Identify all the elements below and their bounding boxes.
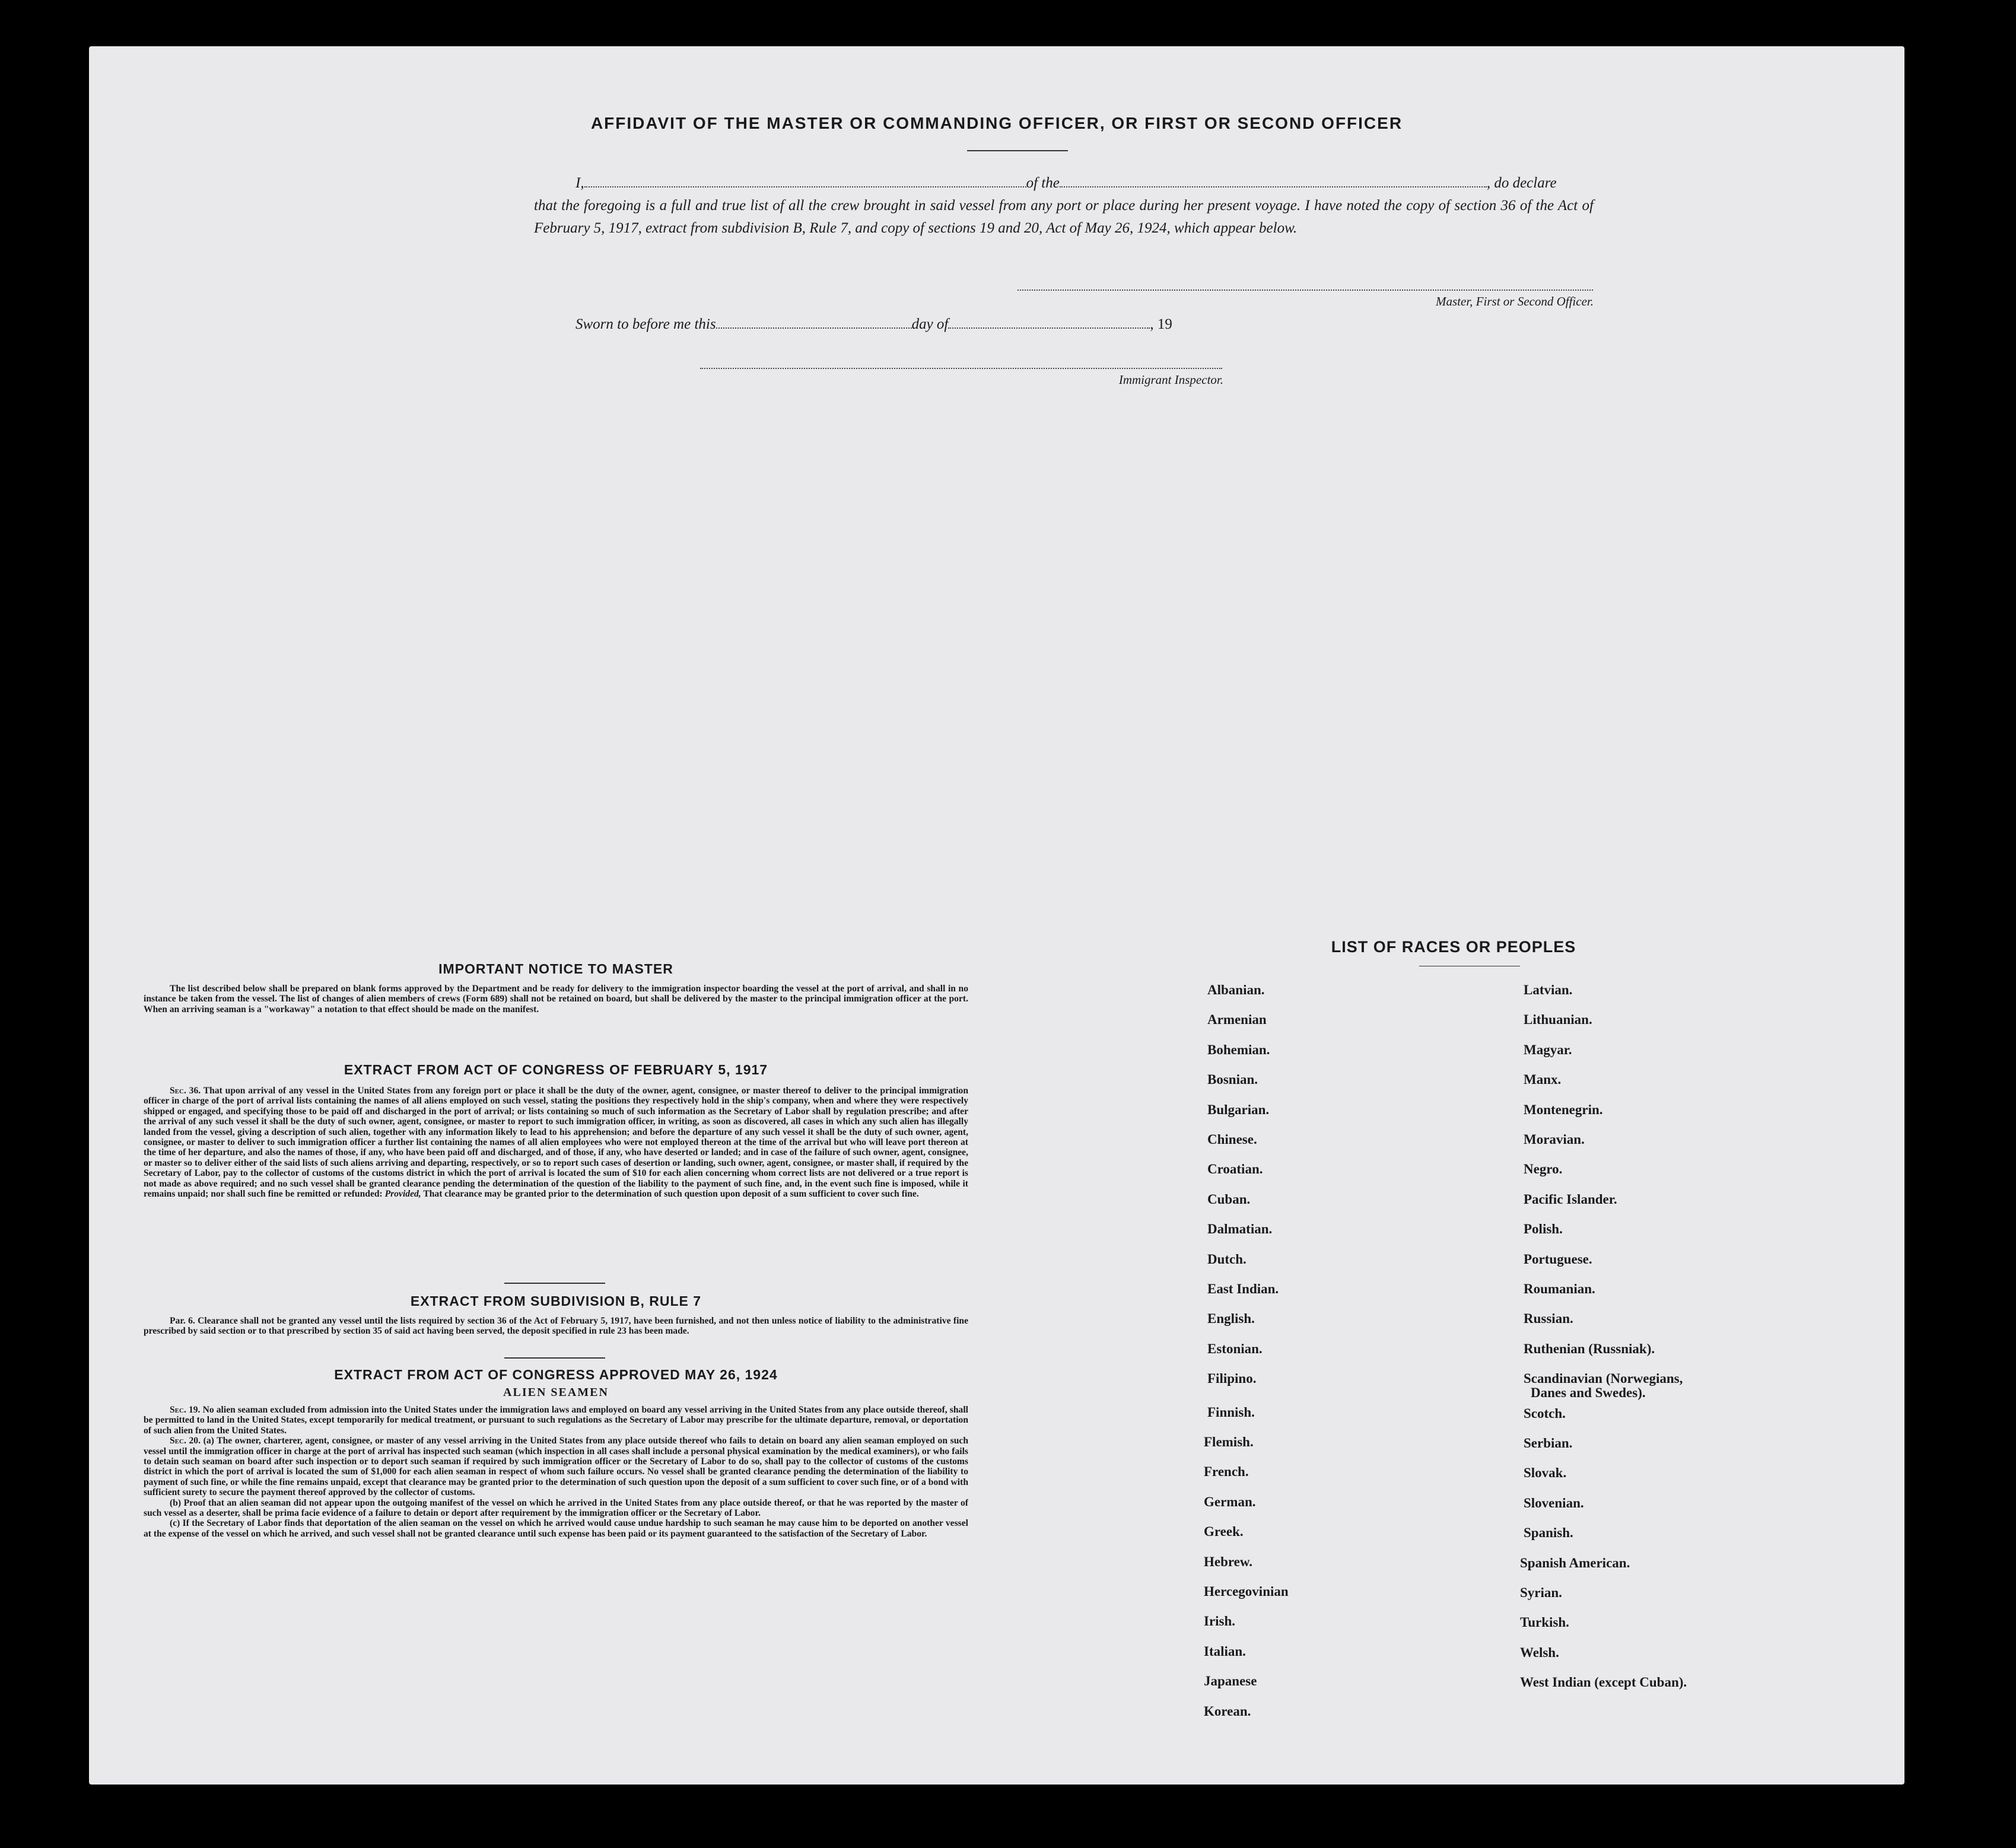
punch-hole	[1935, 290, 1959, 313]
race-item: Roumanian.	[1524, 1281, 1595, 1296]
punch-hole	[1935, 558, 1959, 581]
race-item: Syrian.	[1520, 1585, 1562, 1600]
race-item: Bosnian.	[1207, 1072, 1258, 1087]
race-item: Hercegovinian	[1204, 1584, 1289, 1599]
sec19-label: Sec. 19.	[170, 1405, 201, 1415]
sec20-label: Sec. 20.	[170, 1436, 201, 1446]
punch-hole	[1933, 1209, 1957, 1233]
extract-rule7-title: EXTRACT FROM SUBDIVISION B, RULE 7	[410, 1293, 702, 1309]
race-item: Italian.	[1204, 1643, 1246, 1659]
race-item: Irish.	[1204, 1614, 1236, 1629]
month-field[interactable]	[948, 327, 1150, 329]
race-item: German.	[1204, 1494, 1256, 1509]
race-item: Moravian.	[1524, 1132, 1585, 1147]
race-item: Hebrew.	[1204, 1554, 1252, 1569]
rule7-paragraph: Par. 6. Clearance shall not be granted any vessel until the lists required by section 36 of the Act of February 5, 1917, have been furnished, and not then unless notice of liability to the administrative fine prescribed by said section or to that prescribed by section 35 of said act having been served, the deposit specified in rule 23 has been made.	[144, 1316, 968, 1337]
race-item: Filipino.	[1207, 1371, 1257, 1386]
form-sheet	[89, 46, 1904, 1785]
race-item: Albanian.	[1207, 982, 1265, 997]
race-item: Dalmatian.	[1207, 1222, 1273, 1237]
inspector-label: Immigrant Inspector.	[1118, 373, 1223, 387]
do-declare-label: , do declare	[1486, 175, 1557, 191]
race-item: Bulgarian.	[1207, 1102, 1270, 1117]
race-item: Portuguese.	[1524, 1251, 1592, 1267]
race-item: Armenian	[1207, 1012, 1267, 1028]
day-field[interactable]	[716, 327, 912, 329]
extract-1924-title: EXTRACT FROM ACT OF CONGRESS APPROVED MAY 26, 1924	[334, 1367, 778, 1382]
notice-text	[144, 984, 968, 1014]
sec20c-text: (c) If the Secretary of Labor finds that deportation of the alien seaman on the vessel on which he arrived would cause undue hardship to such seaman he may cause him to be deported on another vessel at the expense of the vessel on which he arrived, and such vessel shall not be granted clearance until such expense has been paid or its payment guaranteed to the satisfaction of the Secretary of Labor.	[144, 1518, 968, 1539]
race-item: Japanese	[1204, 1674, 1257, 1689]
of-the-label: of the	[1026, 175, 1060, 191]
i-label: I,	[575, 175, 584, 191]
sec36-text-end: That clearance may be granted prior to the determination of such question upon deposit of a sum sufficient to cover such fine.	[423, 1189, 919, 1200]
notice-paragraph: The list described below shall be prepared on blank forms approved by the Department and be ready for delivery to the immigration inspector boarding the vessel at the port of arrival, and shall in no instance be taken from the vessel. The list of changes of alien members of crews (Form 689) shall not be retained on board, but shall be delivered by the master to the principal immigration officer at the port. When an arriving seaman is a "workaway" a notation to that effect should be made on the manifest.	[144, 984, 968, 1014]
race-item: East Indian.	[1207, 1281, 1279, 1296]
sec19-text: No alien seaman excluded from admission into the United States under the immigration laws and employed on board any vessel arriving in the United States from any place outside thereof, shall be permitted to land in the United States, except temporarily for medical treatment, or pursuant to such regulations as the Secretary of Labor may prescribe for the ultimate departure, removal, or deportation of such alien from the United States.	[144, 1405, 968, 1436]
race-item: Magyar.	[1524, 1042, 1572, 1057]
race-item: Cuban.	[1207, 1191, 1251, 1207]
extract-1917-title: EXTRACT FROM ACT OF CONGRESS OF FEBRUARY 5, 1917	[344, 1062, 768, 1077]
sworn-line	[575, 313, 1287, 336]
extract-rule7-text	[144, 1316, 968, 1337]
provided-text: Provided,	[384, 1189, 421, 1200]
race-item: Flemish.	[1204, 1434, 1254, 1449]
race-item: Serbian.	[1524, 1436, 1573, 1451]
race-item-continued: Danes and Swedes).	[1531, 1385, 1646, 1400]
race-item: Finnish.	[1207, 1404, 1255, 1420]
alien-seamen-subtitle: ALIEN SEAMEN	[503, 1386, 609, 1399]
race-item: Russian.	[1524, 1311, 1573, 1327]
sec20a-text: (a) The owner, charterer, agent, consignee, or master of any vessel arriving in the United States from any place outside thereof who fails to detain on board any alien seaman employed on such vessel until the immigration officer in charge at the port of arrival has inspected such seaman (which inspection in all cases shall include a personal physical examination by the medical examiners), or who fails to detain such seaman on board after such inspection or to deport such seaman if required by such immigration officer or the Secretary of Labor to do so, shall pay to the collector of customs of the customs district in which the port of arrival is located the sum of $1,000 for each alien seaman in respect of whom such failure occurs. No vessel shall be granted clearance pending the determination of the liability to payment of such fine, or while the fine remains unpaid, except that clearance may be granted prior to the determination of such question upon the deposit of a sum sufficient to cover such fine, or of a bond with sufficient surety to secure the payment thereof approved by the collector of customs.	[144, 1436, 968, 1498]
races-title: LIST OF RACES OR PEOPLES	[1331, 938, 1576, 956]
race-item: Turkish.	[1520, 1615, 1569, 1630]
race-item: Latvian.	[1524, 982, 1573, 997]
race-item: Ruthenian (Russniak).	[1524, 1341, 1655, 1356]
name-field[interactable]	[584, 186, 1026, 187]
master-signature-label: Master, First or Second Officer.	[1436, 294, 1594, 308]
race-item: English.	[1207, 1311, 1255, 1327]
punch-hole	[1935, 640, 1959, 663]
punch-hole	[1933, 1482, 1957, 1506]
sworn-label: Sworn to before me this	[575, 316, 716, 332]
divider	[967, 150, 1068, 151]
declaration-line	[534, 172, 1594, 195]
race-item: Estonian.	[1207, 1341, 1263, 1356]
race-item: Scotch.	[1524, 1405, 1566, 1421]
race-item: Polish.	[1524, 1222, 1563, 1237]
race-item: Korean.	[1204, 1703, 1251, 1719]
sec36-text: That upon arrival of any vessel in the United States from any foreign port or place it shall be the duty of the owner, agent, consignee, or master thereof to deliver to the principal immigration officer in charge of the port of arrival lists containing the names of all aliens employed on such vessel, stating the positions they respectively hold in the ship's company, when and where they were respectively shipped or engaged, and specifying those to be paid off and discharged in the port of arrival; or lists containing so much of such information as the Secretary of Labor shall by regulation prescribe; and after the arrival of any such vessel it shall be the duty of such owner, agent, consignee, or master to report to such immigration officer, in writing, as soon as discovered, all cases in which any such alien has illegally landed from the vessel, giving a description of such alien, together with any information likely to lead to his apprehension; and before the departure of any such vessel it shall be the duty of such owner, agent, consignee, or master to deliver to such immigration officer a further list containing the names of all alien employees who were not employed thereon at the time of the arrival but who will leave port thereon at the time of her departure, and also the names of those, if any, who have been paid off and discharged, and of those, if any, who have deserted or landed; and in case of the failure of such owner, agent, consignee, or master so to deliver either of the said lists of such aliens arriving and departing, respectively, or so to report such cases of desertion or landing, such owner, agent, consignee, or master shall, if required by the Secretary of Labor, pay to the collector of customs of the customs district in which the port of arrival is located the sum of $10 for each alien concerning whom correct lists are not delivered or a true report is not made as above required; and no such vessel shall be granted clearance pending the determination of the question of the liability to the payment of such fine, and, in the event such fine is imposed, while it remains unpaid; nor shall such fine be remitted or refunded:	[144, 1086, 968, 1200]
race-item: Montenegrin.	[1524, 1102, 1603, 1117]
race-item: Greek.	[1204, 1524, 1244, 1540]
divider	[504, 1357, 605, 1359]
inspector-signature-line[interactable]	[700, 368, 1222, 369]
punch-hole	[1935, 206, 1959, 230]
race-item: Croatian.	[1207, 1162, 1263, 1177]
race-item: Scandinavian (Norwegians,	[1524, 1371, 1683, 1386]
race-item: Spanish.	[1524, 1525, 1573, 1541]
race-item: Negro.	[1524, 1162, 1563, 1177]
race-item: Slovak.	[1524, 1465, 1567, 1481]
day-of-label: day of	[911, 316, 949, 332]
extract-1917-text	[144, 1086, 968, 1199]
race-item: Dutch.	[1207, 1251, 1247, 1267]
vessel-field[interactable]	[1060, 186, 1487, 187]
race-item: French.	[1204, 1464, 1249, 1480]
race-item: Spanish American.	[1520, 1555, 1630, 1570]
affidavit-title: AFFIDAVIT OF THE MASTER OR COMMANDING OFFICER, OR FIRST OR SECOND OFFICER	[590, 114, 1403, 132]
declaration-text: that the foregoing is a full and true list of all the crew brought in said vessel from any port or place during her present voyage. I have noted the copy of section 36 of the Act of February 5, 1917, extract from subdivision B, Rule 7, and copy of sections 19 and 20, Act of May 26, 1924, which appear below.	[534, 198, 1594, 236]
race-item: West Indian (except Cuban).	[1520, 1675, 1687, 1690]
race-item: Slovenian.	[1524, 1495, 1584, 1510]
sec20b-text: (b) Proof that an alien seaman did not appear upon the outgoing manifest of the vessel on which he arrived in the United States from any place outside thereof, or that he was reported by the master of such vessel as a deserter, shall be prima facie evidence of a failure to detain or deport after requirement by the immigration officer or the Secretary of Labor.	[144, 1497, 968, 1519]
extract-1924-text	[144, 1405, 968, 1539]
race-item: Lithuanian.	[1524, 1012, 1592, 1028]
race-item: Chinese.	[1207, 1132, 1257, 1147]
punch-hole	[1933, 1568, 1957, 1592]
divider	[504, 1283, 605, 1284]
sec36-label: Sec. 36.	[170, 1086, 201, 1096]
race-item: Welsh.	[1520, 1645, 1559, 1660]
notice-title: IMPORTANT NOTICE TO MASTER	[438, 961, 673, 977]
race-item: Pacific Islander.	[1524, 1191, 1617, 1207]
race-item: Manx.	[1524, 1072, 1562, 1087]
race-item: Bohemian.	[1207, 1042, 1270, 1057]
master-signature-line[interactable]	[1017, 290, 1593, 291]
year-label: , 19	[1150, 316, 1172, 332]
punch-hole	[1933, 1120, 1957, 1144]
